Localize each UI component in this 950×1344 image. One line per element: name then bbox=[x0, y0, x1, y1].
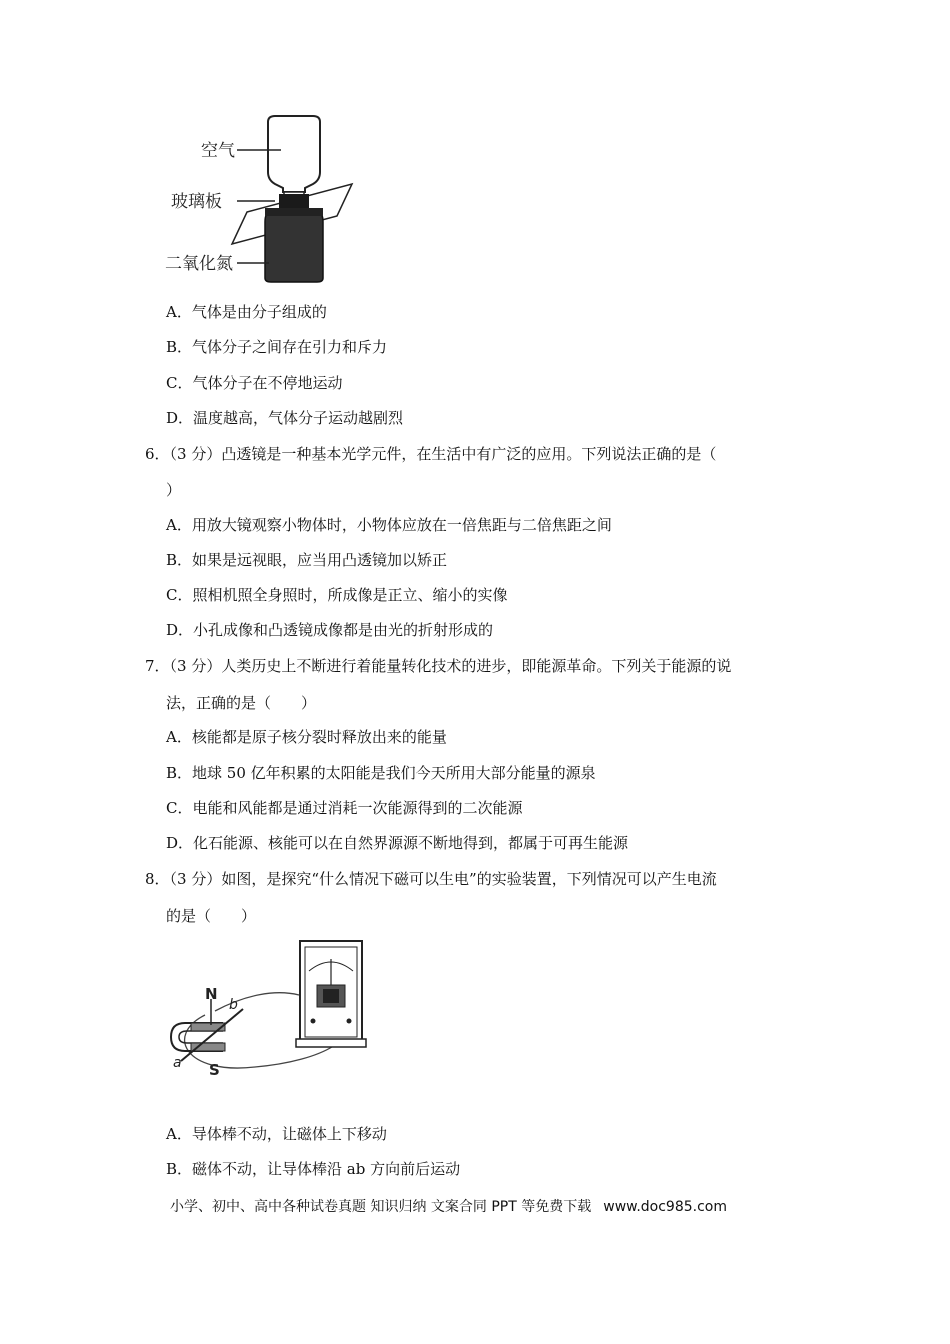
diffusion-figure bbox=[165, 112, 365, 287]
q6-stem: 6．（3 分）凸透镜是一种基本光学元件，在生活中有广泛的应用。下列说法正确的是（ bbox=[145, 445, 717, 463]
q6-stem-cont: ） bbox=[166, 481, 182, 499]
induction-figure bbox=[165, 935, 380, 1075]
label-no2: 二氧化氮 bbox=[165, 254, 233, 274]
label-a: a bbox=[173, 1055, 182, 1071]
label-south: S bbox=[209, 1061, 220, 1075]
q5-option-a: A．气体是由分子组成的 bbox=[166, 303, 327, 321]
label-north: N bbox=[205, 985, 218, 1003]
q7-stem: 7．（3 分）人类历史上不断进行着能量转化技术的进步，即能源革命。下列关于能源的说 bbox=[145, 657, 732, 675]
label-air: 空气 bbox=[201, 141, 235, 161]
q6-option-a: A．用放大镜观察小物体时，小物体应放在一倍焦距与二倍焦距之间 bbox=[166, 516, 612, 534]
footer-site-link[interactable]: www.doc985.com bbox=[603, 1199, 727, 1215]
label-glass-plate: 玻璃板 bbox=[171, 192, 222, 212]
label-b: b bbox=[229, 997, 238, 1013]
q7-option-b: B．地球 50 亿年积累的太阳能是我们今天所用大部分能量的源泉 bbox=[166, 764, 596, 782]
q8-option-b: B．磁体不动，让导体棒沿 ab 方向前后运动 bbox=[166, 1160, 461, 1178]
q8-stem-cont: 的是（ ） bbox=[166, 907, 257, 925]
page-footer bbox=[170, 1196, 727, 1216]
q8-stem: 8．（3 分）如图，是探究“什么情况下磁可以生电”的实验装置，下列情况可以产生电流 bbox=[145, 870, 717, 888]
footer-text: 小学、初中、高中各种试卷真题 知识归纳 文案合同 PPT 等免费下载 bbox=[170, 1199, 592, 1215]
q8-option-a: A．导体棒不动，让磁体上下移动 bbox=[166, 1125, 387, 1143]
q7-option-c: C．电能和风能都是通过消耗一次能源得到的二次能源 bbox=[166, 799, 523, 817]
q6-option-d: D．小孔成像和凸透镜成像都是由光的折射形成的 bbox=[166, 621, 494, 639]
q5-option-b: B．气体分子之间存在引力和斥力 bbox=[166, 338, 388, 356]
q7-option-a: A．核能都是原子核分裂时释放出来的能量 bbox=[166, 728, 447, 746]
q6-option-c: C．照相机照全身照时，所成像是正立、缩小的实像 bbox=[166, 586, 508, 604]
q7-option-d: D．化石能源、核能可以在自然界源源不断地得到，都属于可再生能源 bbox=[166, 834, 629, 852]
q5-option-c: C．气体分子在不停地运动 bbox=[166, 374, 343, 392]
q5-option-d: D．温度越高，气体分子运动越剧烈 bbox=[166, 409, 404, 427]
q6-option-b: B．如果是远视眼，应当用凸透镜加以矫正 bbox=[166, 551, 448, 569]
q7-stem-cont: 法，正确的是（ ） bbox=[166, 694, 317, 712]
